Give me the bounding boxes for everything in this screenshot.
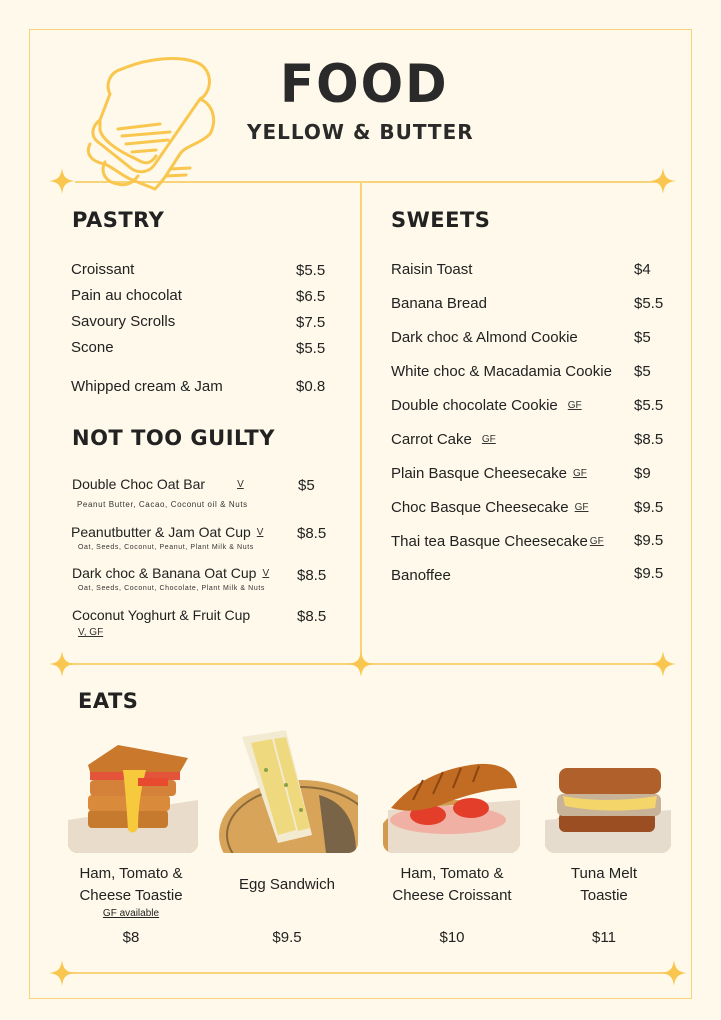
menu-item-price: $9.5: [634, 565, 664, 582]
menu-item-price: $5: [634, 363, 651, 380]
menu-item-price: $9.5: [634, 499, 664, 516]
sparkle-icon: [49, 960, 75, 986]
page-subtitle: YELLOW & BUTTER: [247, 120, 474, 144]
sparkle-icon: [661, 960, 687, 986]
eats-item-price: $8: [122, 929, 140, 946]
eats-line-2: Toastie: [580, 887, 628, 904]
menu-item-name: Croissant: [71, 261, 135, 278]
eats-line-2: Cheese Toastie: [79, 887, 183, 904]
dietary-tag: V, GF: [78, 627, 104, 638]
eats-line-1: Ham, Tomato &: [79, 865, 183, 882]
sparkle-icon: [650, 651, 676, 677]
menu-item-name: [391, 397, 582, 414]
menu-item-price: $9: [634, 465, 651, 482]
egg-sandwich-photo: [216, 725, 358, 853]
sandwich-outline-icon: [60, 44, 230, 194]
menu-item-name: [391, 431, 496, 448]
menu-item-price: $5.5: [634, 295, 664, 312]
menu-item-price: $7.5: [296, 314, 326, 331]
column-divider: [360, 182, 362, 664]
menu-item-name: [391, 363, 612, 380]
item-label: Raisin Toast: [391, 261, 473, 278]
menu-item-name: [391, 499, 589, 516]
eats-line-1: Tuna Melt: [570, 865, 638, 882]
menu-item-price: $8.5: [297, 525, 327, 542]
sparkle-icon: [348, 651, 374, 677]
menu-item-description: Oat, Seeds, Coconut, Peanut, Plant Milk & Nuts: [78, 544, 254, 551]
section-title-not-too-guilty: NOT TOO GUILTY: [72, 426, 275, 450]
menu-item-name: [71, 524, 263, 540]
menu-item-name: Pain au chocolat: [71, 287, 182, 304]
menu-item-price: $6.5: [296, 288, 326, 305]
dietary-tag: V: [237, 479, 244, 490]
menu-item-price: $9.5: [634, 532, 664, 549]
menu-item-description: Peanut Butter, Cacao, Coconut oil & Nuts: [77, 500, 248, 509]
section-title-pastry: PASTRY: [72, 208, 165, 232]
bottom-divider: [62, 972, 674, 974]
menu-item-price: $0.8: [296, 378, 326, 395]
item-label: Peanutbutter & Jam Oat Cup: [71, 524, 251, 540]
eats-line-2: Cheese Croissant: [392, 887, 512, 904]
dietary-tag: V: [262, 568, 270, 579]
eats-item-price: $10: [439, 929, 465, 946]
item-label: Dark choc & Banana Oat Cup: [72, 565, 257, 581]
croissant-photo: [383, 760, 520, 853]
item-label: Choc Basque Cheesecake: [391, 499, 569, 516]
dietary-tag: GF: [574, 502, 589, 513]
menu-item-name: [72, 476, 244, 492]
item-label: Double chocolate Cookie: [391, 397, 558, 414]
dietary-tag: GF: [481, 434, 496, 445]
menu-item-name: Coconut Yoghurt & Fruit Cup: [72, 607, 251, 623]
item-label: Plain Basque Cheesecake: [391, 465, 567, 482]
toastie-photo: [68, 740, 198, 853]
menu-item-price: $5: [634, 329, 651, 346]
menu-item-price: $4: [634, 261, 651, 278]
menu-item-name: [391, 533, 604, 550]
menu-item-name: Scone: [71, 339, 114, 356]
menu-item-description: Oat, Seeds, Coconut, Chocolate, Plant Milk & Nuts: [78, 585, 265, 592]
item-label: White choc & Macadamia Cookie: [391, 363, 612, 380]
eats-item-name: [540, 863, 668, 907]
menu-item-price: $8.5: [297, 608, 327, 625]
menu-item-name: [391, 329, 578, 346]
menu-item-price: $5.5: [296, 262, 326, 279]
gf-available-note: GF available: [102, 908, 160, 919]
menu-item-price: $5.5: [296, 340, 326, 357]
menu-item-name: [72, 565, 269, 581]
menu-item-name: [391, 567, 451, 584]
item-label: Double Choc Oat Bar: [72, 476, 206, 492]
eats-item-price: $11: [592, 929, 616, 946]
page-title: FOOD: [280, 53, 449, 115]
eats-line-1: Egg Sandwich: [239, 876, 335, 893]
menu-item-price: $8.5: [634, 431, 664, 448]
item-label: Dark choc & Almond Cookie: [391, 329, 578, 346]
section-title-sweets: SWEETS: [391, 208, 491, 232]
menu-item-name: [391, 465, 587, 482]
eats-line-1: Ham, Tomato &: [400, 865, 504, 882]
sparkle-icon: [49, 651, 75, 677]
section-title-eats: EATS: [78, 689, 139, 713]
menu-item-name: [391, 295, 487, 312]
item-label: Banoffee: [391, 567, 451, 584]
menu-item-price: $5.5: [634, 397, 664, 414]
eats-item-price: $9.5: [272, 929, 302, 946]
eats-item-name: [214, 874, 360, 896]
dietary-tag: GF: [572, 468, 587, 479]
menu-item-name: Savoury Scrolls: [71, 313, 176, 330]
menu-item-price: $5: [298, 477, 315, 494]
sparkle-icon: [650, 168, 676, 194]
item-label: Banana Bread: [391, 295, 487, 312]
dietary-tag: GF: [589, 536, 604, 547]
menu-item-name: Whipped cream & Jam: [71, 378, 223, 395]
eats-item-name: [378, 863, 526, 907]
item-label: Thai tea Basque Cheesecake: [391, 533, 588, 550]
eats-item-name: [58, 863, 204, 921]
menu-item-name: [391, 261, 472, 278]
item-label: Carrot Cake: [391, 431, 472, 448]
dietary-tag: GF: [567, 400, 582, 411]
tuna-melt-photo: [545, 760, 671, 853]
menu-item-price: $8.5: [297, 567, 327, 584]
dietary-tag: V: [256, 527, 264, 538]
